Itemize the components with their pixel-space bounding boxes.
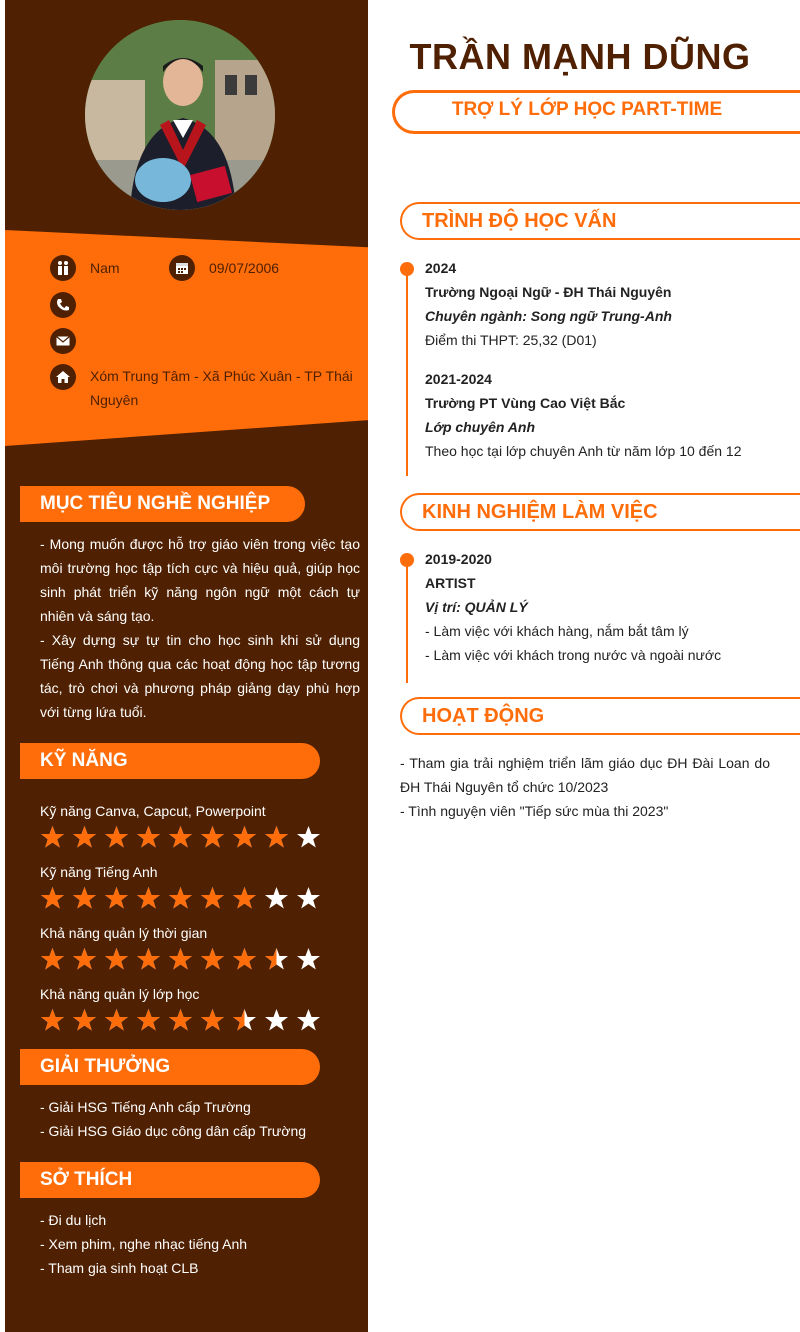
star-icon xyxy=(168,886,193,910)
star-icon xyxy=(296,825,321,849)
phone-icon xyxy=(50,292,76,318)
home-icon xyxy=(50,364,76,390)
star-icon xyxy=(136,1008,161,1032)
objective-paragraph-2: - Xây dựng sự tự tin cho học sinh khi sử dụng Tiếng Anh thông qua các hoạt động học tập tương tác, trò chơi và phương pháp giảng dạy phù hợp với từng lứa tuổi. xyxy=(40,632,360,720)
skill-rating-2 xyxy=(40,886,321,910)
education-year-1: 2024 xyxy=(425,260,457,276)
star-icon xyxy=(168,1008,193,1032)
calendar-icon xyxy=(169,255,195,281)
experience-duty-1: - Làm việc với khách hàng, nắm bắt tâm lý xyxy=(425,623,689,639)
star-icon xyxy=(200,825,225,849)
education-major-1: Chuyên ngành: Song ngữ Trung-Anh xyxy=(425,308,672,324)
email-icon xyxy=(50,328,76,354)
experience-heading: KINH NGHIỆM LÀM VIỆC xyxy=(422,501,658,523)
candidate-role: TRỢ LÝ LỚP HỌC PART-TIME xyxy=(451,99,723,120)
star-icon xyxy=(264,1008,289,1032)
education-heading: TRÌNH ĐỘ HỌC VẤN xyxy=(422,210,617,232)
education-year-2: 2021-2024 xyxy=(425,371,492,387)
skill-rating-3 xyxy=(40,947,321,971)
hobby-item-1: - Đi du lịch xyxy=(40,1212,107,1228)
skill-label-1: Kỹ năng Canva, Capcut, Powerpoint xyxy=(40,803,266,819)
star-icon xyxy=(264,825,289,849)
experience-year-1: 2019-2020 xyxy=(425,551,492,567)
education-dot-1 xyxy=(400,262,414,276)
star-icon xyxy=(232,947,257,971)
skills-heading: KỸ NĂNG xyxy=(20,743,320,779)
star-icon xyxy=(264,947,289,971)
experience-dot-1 xyxy=(400,553,414,567)
hobby-item-3: - Tham gia sinh hoạt CLB xyxy=(40,1260,199,1276)
star-icon xyxy=(72,825,97,849)
star-icon xyxy=(264,886,289,910)
award-item-1: - Giải HSG Tiếng Anh cấp Trường xyxy=(40,1099,251,1115)
experience-timeline xyxy=(406,559,408,683)
star-icon xyxy=(104,947,129,971)
star-icon xyxy=(296,1008,321,1032)
activity-item-2: - Tình nguyện viên "Tiếp sức mùa thi 2023" xyxy=(400,803,669,819)
star-icon xyxy=(200,947,225,971)
objective-paragraph-1: - Mong muốn được hỗ trợ giáo viên trong việc tạo môi trường học tập tích cực và hiệu quả, giúp học sinh phát triển kỹ năng ngôn ngữ một cách tự nhiên và sáng tạo. xyxy=(40,536,360,624)
skill-label-4: Khả năng quản lý lớp học xyxy=(40,986,200,1002)
candidate-name: TRẦN MẠNH DŨNG xyxy=(409,36,751,77)
education-timeline xyxy=(406,268,408,476)
star-icon xyxy=(232,1008,257,1032)
activity-item-1: - Tham gia trải nghiệm triển lãm giáo dục ĐH Đài Loan do ĐH Thái Nguyên tổ chức 10/2023 xyxy=(400,755,770,795)
star-icon xyxy=(232,886,257,910)
star-icon xyxy=(296,886,321,910)
star-icon xyxy=(40,825,65,849)
experience-duty-2: - Làm việc với khách trong nước và ngoài nước xyxy=(425,647,722,663)
star-icon xyxy=(40,947,65,971)
objective-heading: MỤC TIÊU NGHỀ NGHIỆP xyxy=(20,486,305,522)
star-icon xyxy=(40,886,65,910)
star-icon xyxy=(136,886,161,910)
star-icon xyxy=(40,1008,65,1032)
gender-text: Nam xyxy=(90,260,120,276)
education-school-2: Trường PT Vùng Cao Việt Bắc xyxy=(425,395,626,411)
education-note-2: Theo học tại lớp chuyên Anh từ năm lớp 10 đến 12 xyxy=(425,443,742,459)
experience-company-1: ARTIST xyxy=(425,575,476,591)
skill-rating-4 xyxy=(40,1008,321,1032)
star-icon xyxy=(296,947,321,971)
education-major-2: Lớp chuyên Anh xyxy=(425,419,535,435)
star-icon xyxy=(72,1008,97,1032)
star-icon xyxy=(200,1008,225,1032)
gender-icon xyxy=(50,255,76,281)
star-icon xyxy=(168,825,193,849)
address-text: Xóm Trung Tâm - Xã Phúc Xuân - TP Thái Nguyên xyxy=(90,368,353,408)
skill-rating-1 xyxy=(40,825,321,849)
star-icon xyxy=(72,886,97,910)
experience-position-1: Vị trí: QUẢN LÝ xyxy=(425,599,528,615)
birthday-text: 09/07/2006 xyxy=(209,260,280,276)
star-icon xyxy=(104,1008,129,1032)
star-icon xyxy=(168,947,193,971)
activities-heading: HOẠT ĐỘNG xyxy=(422,705,545,727)
skill-label-2: Kỹ năng Tiếng Anh xyxy=(40,864,158,880)
star-icon xyxy=(72,947,97,971)
awards-heading: GIẢI THƯỞNG xyxy=(20,1049,320,1085)
education-note-1: Điểm thi THPT: 25,32 (D01) xyxy=(425,332,597,348)
hobby-item-2: - Xem phim, nghe nhạc tiếng Anh xyxy=(40,1236,248,1252)
sidebar xyxy=(5,0,368,1332)
star-icon xyxy=(200,886,225,910)
award-item-2: - Giải HSG Giáo dục công dân cấp Trường xyxy=(40,1123,307,1139)
education-school-1: Trường Ngoại Ngữ - ĐH Thái Nguyên xyxy=(425,284,672,300)
profile-photo xyxy=(85,20,275,210)
star-icon xyxy=(136,825,161,849)
star-icon xyxy=(104,886,129,910)
star-icon xyxy=(104,825,129,849)
hobbies-heading: SỞ THÍCH xyxy=(20,1162,320,1198)
star-icon xyxy=(136,947,161,971)
star-icon xyxy=(232,825,257,849)
skill-label-3: Khả năng quản lý thời gian xyxy=(40,925,208,941)
